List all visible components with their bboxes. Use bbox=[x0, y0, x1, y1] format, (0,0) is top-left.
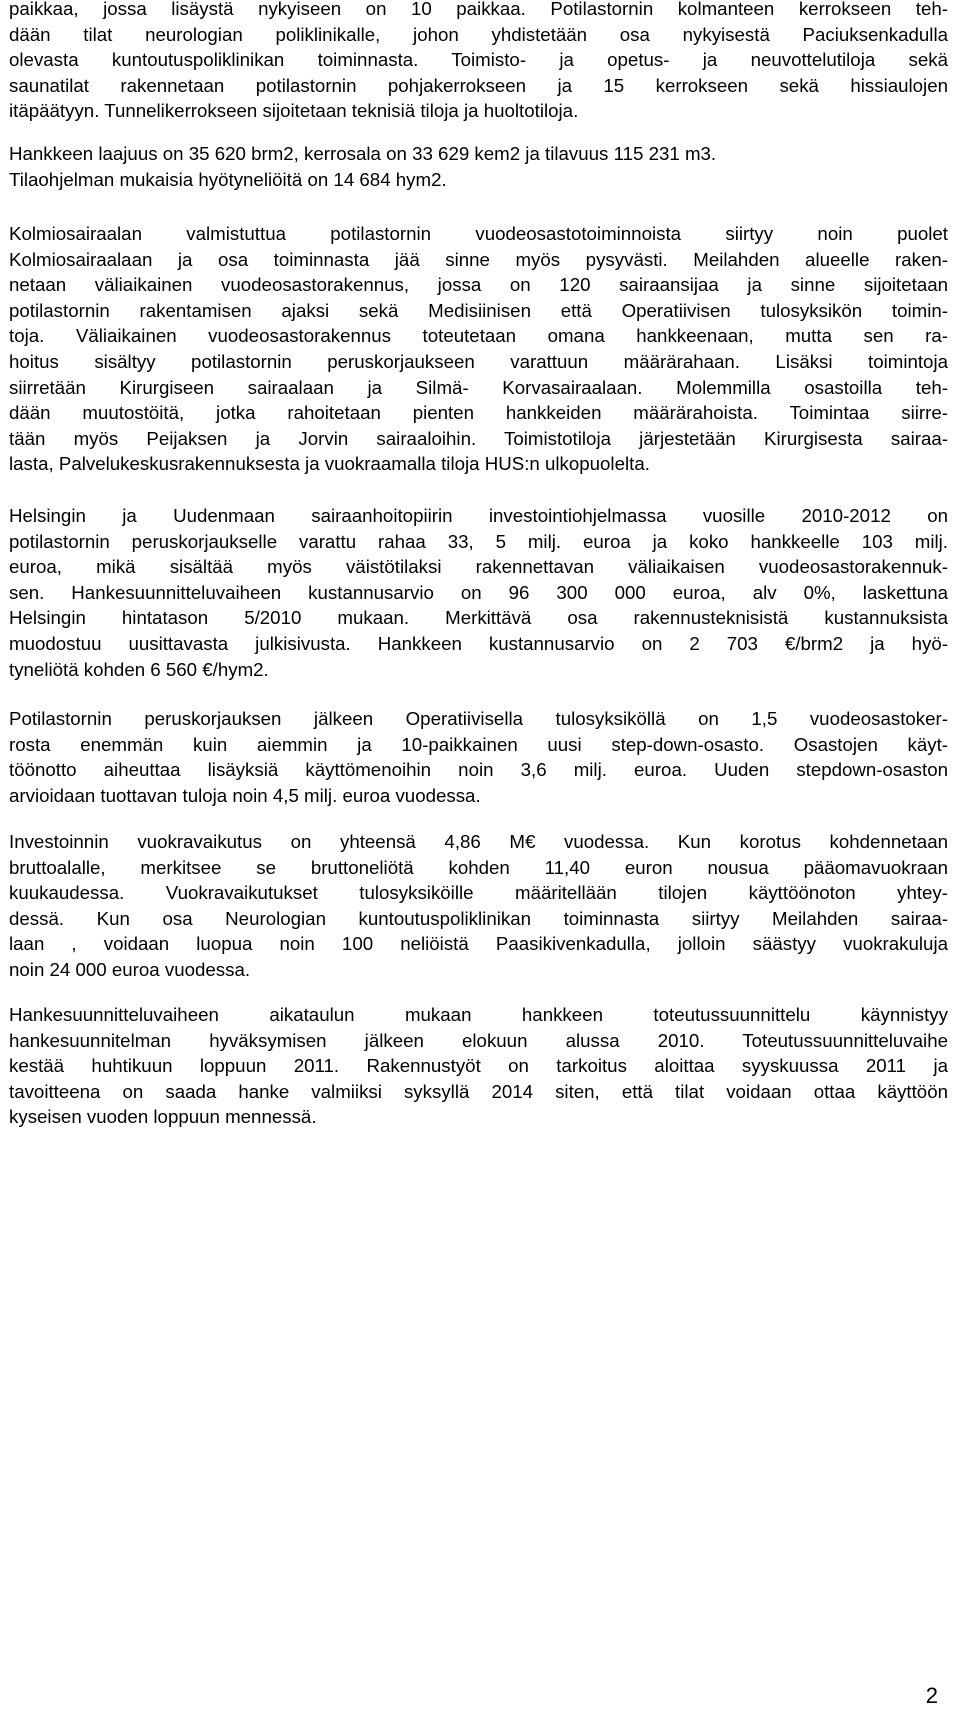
text-line: kuukaudessa. Vuokravaikutukset tulosyksiköille määritellään tilojen käyttöönoton yhtey- bbox=[9, 882, 948, 904]
text-line: dään muutostöitä, jotka rahoitetaan pienten hankkeiden määrärahoista. Toimintaa siirre- bbox=[9, 402, 948, 424]
text-line: laan , voidaan luopua noin 100 neliöistä Paasikivenkadulla, jolloin säästyy vuokrakuluja bbox=[9, 933, 948, 955]
text-line: paikkaa, jossa lisäystä nykyiseen on 10 paikkaa. Potilastornin kolmanteen kerrokseen teh- bbox=[9, 0, 948, 19]
text-line: töönotto aiheuttaa lisäyksiä käyttömenoihin noin 3,6 milj. euroa. Uuden stepdown-osaston bbox=[9, 759, 948, 781]
text-line: saunatilat rakennetaan potilastornin pohjakerrokseen ja 15 kerrokseen sekä hissiaulojen bbox=[9, 74, 948, 96]
text-line: muodostuu uusittavasta julkisivusta. Hankkeen kustannusarvio on 2 703 €/brm2 ja hyö- bbox=[9, 632, 948, 654]
page-number: 2 bbox=[925, 1683, 938, 1708]
text-line: noin 24 000 euroa vuodessa. bbox=[9, 958, 251, 980]
text-line: Tilaohjelman mukaisia hyötyneliöitä on 14 684 hym2. bbox=[9, 168, 447, 190]
paragraph-project-scope bbox=[9, 141, 948, 192]
text-line: dään tilat neurologian poliklinikalle, johon yhdistetään osa nykyisestä Paciuksenkadulla bbox=[9, 23, 948, 45]
text-line: olevasta kuntoutuspoliklinikan toiminnasta. Toimisto- ja opetus- ja neuvottelutiloja sekä bbox=[9, 49, 948, 71]
text-line: lasta, Palvelukeskusrakennuksesta ja vuokraamalla tiloja HUS:n ulkopuolelta. bbox=[9, 453, 650, 475]
text-line: Helsingin hintatason 5/2010 mukaan. Merkittävä osa rakennusteknisistä kustannuksista bbox=[9, 607, 948, 629]
paragraph-ward-and-facilities bbox=[9, 0, 948, 124]
text-line: netaan väliaikainen vuodeosastorakennus, jossa on 120 sairaansijaa ja sinne sijoitetaan bbox=[9, 274, 948, 296]
text-line: tyneliötä kohden 6 560 €/hym2. bbox=[9, 658, 269, 680]
text-line: potilastornin peruskorjaukselle varattu rahaa 33, 5 milj. euroa ja koko hankkeelle 103 milj. bbox=[9, 530, 948, 552]
text-line: Investoinnin vuokravaikutus on yhteensä 4,86 M€ vuodessa. Kun korotus kohdennetaan bbox=[9, 831, 948, 852]
paragraph-investment-budget bbox=[9, 503, 948, 682]
text-line: Potilastornin peruskorjauksen jälkeen Operatiivisella tulosyksiköllä on 1,5 vuodeosastoker- bbox=[9, 708, 948, 729]
paragraph-relocation bbox=[9, 221, 948, 477]
text-line: tään myös Peijaksen ja Jorvin sairaaloihin. Toimistotiloja järjestetään Kirurgisesta sairaa- bbox=[9, 427, 948, 449]
paragraph-schedule bbox=[9, 1002, 948, 1130]
text-line: kyseisen vuoden loppuun mennessä. bbox=[9, 1106, 317, 1128]
text-line: bruttoalalle, merkitsee se bruttoneliötä kohden 11,40 euron nousua pääomavuokraan bbox=[9, 856, 948, 878]
text-line: toja. Väliaikainen vuodeosastorakennus toteutetaan omana hankkeenaan, mutta sen ra- bbox=[9, 325, 948, 347]
text-line: Kolmiosairaalaan ja osa toiminnasta jää sinne myös pysyvästi. Meilahden alueelle raken- bbox=[9, 248, 948, 270]
paragraph-rent-impact bbox=[9, 829, 948, 983]
paragraph-operating-costs bbox=[9, 706, 948, 808]
text-line: tavoitteena on saada hanke valmiiksi syksyllä 2014 siten, että tilat voidaan ottaa käyttöön bbox=[9, 1080, 948, 1102]
text-line: kestää huhtikuun loppuun 2011. Rakennustyöt on tarkoitus aloittaa syyskuussa 2011 ja bbox=[9, 1055, 948, 1077]
text-line: Hankesuunnitteluvaiheen aikataulun mukaan hankkeen toteutussuunnittelu käynnistyy bbox=[9, 1004, 948, 1025]
text-line: rosta enemmän kuin aiemmin ja 10-paikkainen uusi step-down-osasto. Osastojen käyt- bbox=[9, 733, 948, 755]
text-line: arvioidaan tuottavan tuloja noin 4,5 milj. euroa vuodessa. bbox=[9, 784, 481, 806]
text-line: siirretään Kirurgiseen sairaalaan ja Silmä- Korvasairaalaan. Molemmilla osastoilla teh- bbox=[9, 376, 948, 398]
text-line: potilastornin rakentamisen ajaksi sekä Medisiinisen että Operatiivisen tulosyksikön toimin- bbox=[9, 299, 948, 321]
text-line: Helsingin ja Uudenmaan sairaanhoitopiirin investointiohjelmassa vuosille 2010-2012 on bbox=[9, 505, 948, 526]
text-line: dessä. Kun osa Neurologian kuntoutuspoliklinikan toiminnasta siirtyy Meilahden sairaa- bbox=[9, 907, 948, 929]
text-line: hoitus sisältyy potilastornin peruskorjaukseen varattuun määrärahaan. Lisäksi toimintoja bbox=[9, 350, 948, 372]
text-line: Hankkeen laajuus on 35 620 brm2, kerrosala on 33 629 kem2 ja tilavuus 115 231 m3. bbox=[9, 143, 717, 164]
text-line: Kolmiosairaalan valmistuttua potilastornin vuodeosastotoiminnoista siirtyy noin puolet bbox=[9, 223, 948, 244]
text-line: hankesuunnitelman hyväksymisen jälkeen elokuun alussa 2010. Toteutussuunnitteluvaihe bbox=[9, 1029, 948, 1051]
text-line: euroa, mikä sisältää myös väistötilaksi rakennettavan väliaikaisen vuodeosastorakennuk- bbox=[9, 556, 948, 578]
text-line: sen. Hankesuunnitteluvaiheen kustannusarvio on 96 300 000 euroa, alv 0%, laskettuna bbox=[9, 581, 948, 603]
text-line: itäpäätyyn. Tunnelikerrokseen sijoitetaan teknisiä tiloja ja huoltotiloja. bbox=[9, 100, 579, 122]
